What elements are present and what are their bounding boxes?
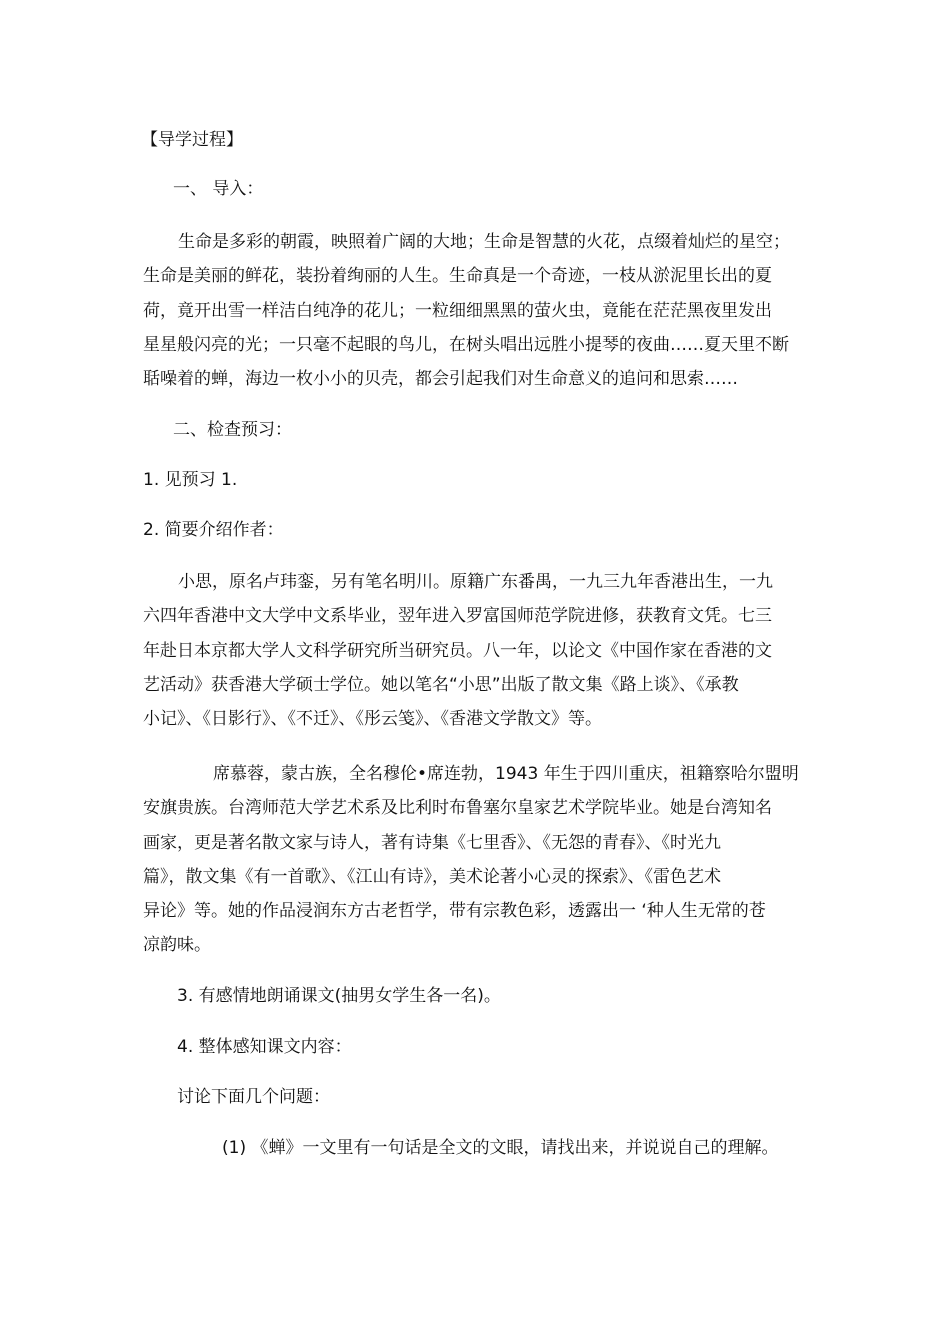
- intro-paragraph: [143, 225, 807, 396]
- discussion-intro: 讨论下面几个问题：: [177, 1087, 330, 1107]
- preview-item-4: 4. 整体感知课文内容：: [177, 1037, 352, 1057]
- intro-line: 生命是多彩的朝霞，映照着广阔的大地；生命是智慧的火花，点缀着灿烂的星空；: [178, 232, 790, 252]
- author-line: 年赴日本京都大学人文科学研究所当研究员。八一年，以论文《中国作家在香港的文: [143, 640, 772, 661]
- guide-heading: 【导学过程】: [141, 130, 243, 150]
- intro-line: 荷，竟开出雪一样洁白纯净的花儿；一粒细细黑黑的萤火虫，竟能在茫茫黑夜里发出: [143, 300, 772, 321]
- author-line: 六四年香港中文大学中文系毕业，翌年进入罗富国师范学院进修，获教育文凭。七三: [143, 606, 772, 627]
- author-line: 小记》、《日影行》、《不迁》、《彤云笺》、《香港文学散文》等。: [143, 709, 602, 730]
- author-xiaosi-paragraph: [143, 565, 807, 736]
- author-line: 艺活动》获香港大学硕士学位。她以笔名“小思”出版了散文集《路上谈》、《承教: [143, 674, 739, 695]
- preview-item-3: 3. 有感情地朗诵课文(抽男女学生各一名)。: [177, 986, 501, 1006]
- author-ximurong-paragraph: [143, 757, 807, 963]
- author-line: 篇》，散文集《有一首歌》、《江山有诗》，美术论著小心灵的探索》、《雷色艺术: [143, 866, 721, 887]
- section-preview-title: 二、检查预习：: [173, 420, 292, 440]
- preview-item-1: 1. 见预习 1.: [143, 470, 238, 490]
- author-line: 异论》等。她的作品浸润东方古老哲学，带有宗教色彩，透露出一 ‘种人生无常的苍: [143, 901, 766, 922]
- author-line: 画家，更是著名散文家与诗人，著有诗集《七里香》、《无怨的青春》、《时光九: [143, 832, 721, 853]
- question-1: (1) 《蝉》一文里有一句话是全文的文眼，请找出来，并说说自己的理解。: [222, 1138, 779, 1158]
- section-intro-title: 一、 导入：: [173, 179, 264, 199]
- author-line: 安旗贵族。台湾师范大学艺术系及比利时布鲁塞尔皇家艺术学院毕业。她是台湾知名: [143, 798, 772, 819]
- preview-item-2: 2. 简要介绍作者：: [143, 520, 284, 540]
- author-line: 小思，原名卢玮銮，另有笔名明川。原籍广东番禺，一九三九年香港出生，一九: [178, 572, 773, 592]
- intro-line: 聒噪着的蝉，海边一枚小小的贝壳，都会引起我们对生命意义的追问和思索……: [143, 369, 738, 390]
- author-line: 凉韵味。: [143, 935, 211, 956]
- author-line: 席慕蓉，蒙古族，全名穆伦•席连勃，1943 年生于四川重庆，祖籍察哈尔盟明: [213, 764, 799, 784]
- intro-line: 星星般闪亮的光；一只毫不起眼的鸟儿，在树头唱出远胜小提琴的夜曲……夏天里不断: [143, 334, 789, 355]
- intro-line: 生命是美丽的鲜花，装扮着绚丽的人生。生命真是一个奇迹，一枝从淤泥里长出的夏: [143, 266, 772, 287]
